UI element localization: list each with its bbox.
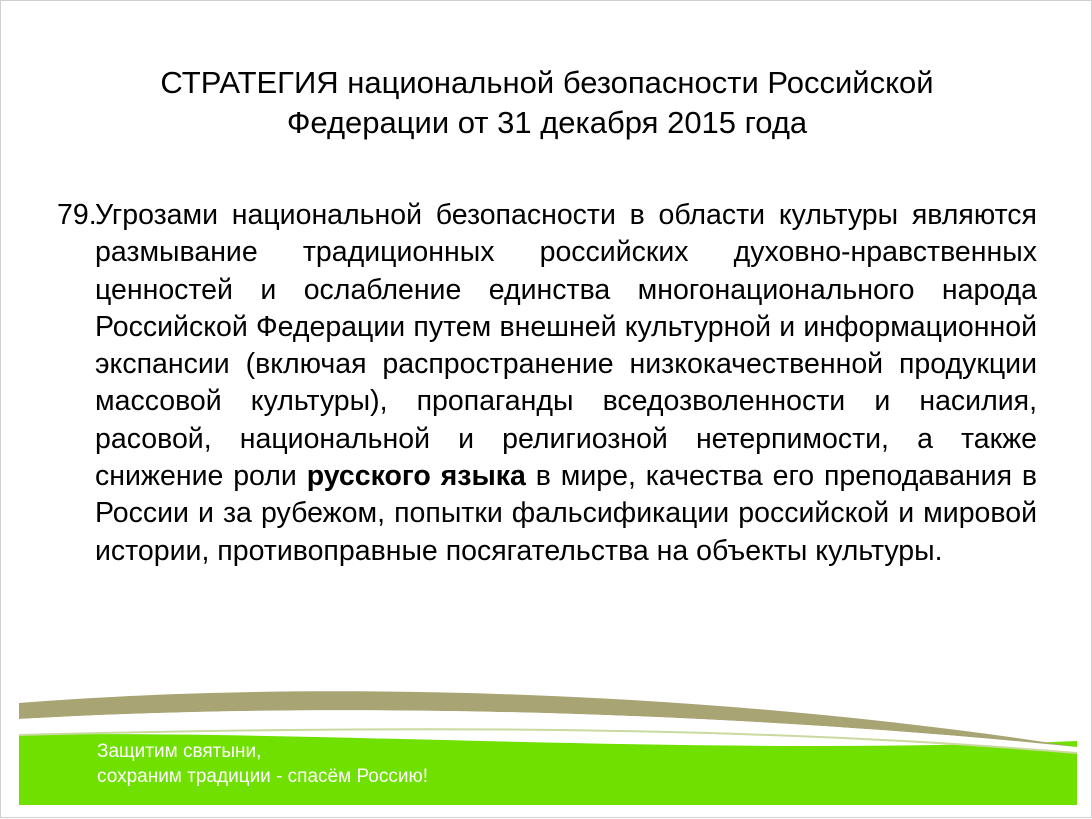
footer-slogan xyxy=(97,739,428,789)
title-line-1: СТРАТЕГИЯ национальной безопасности Российской xyxy=(160,65,934,100)
paragraph-number: 79. xyxy=(57,199,97,231)
text-after-bold: в мире, качества его преподавания в России и за рубежом, попытки фальсификации российской и мировой истории, противоправные посягательства на объекты культуры. xyxy=(95,460,1038,567)
body-text xyxy=(57,197,1037,570)
bold-phrase: русского языка xyxy=(306,460,526,493)
paragraph-text xyxy=(95,197,1037,570)
slogan-line-1: Защитим святыни, xyxy=(97,741,262,762)
paragraph-79 xyxy=(57,197,1037,570)
slide-title xyxy=(41,63,1053,143)
text-before-bold: Угрозами национальной безопасности в области культуры являются размывание традиционных российских духовно-нравственных ценностей и ослабление единства многонационального народа Российской Федерации путем внешней культурной и информационной экспансии (включая распространение низкокачественной продукции массовой культуры), пропаганды вседозволенности и насилия, расовой, национальной и религиозной нетерпимости, а также снижение роли xyxy=(95,199,1037,493)
title-line-2: Федерации от 31 декабря 2015 года xyxy=(286,105,808,140)
slogan-line-2: сохраним традиции - спасём Россию! xyxy=(97,766,428,787)
